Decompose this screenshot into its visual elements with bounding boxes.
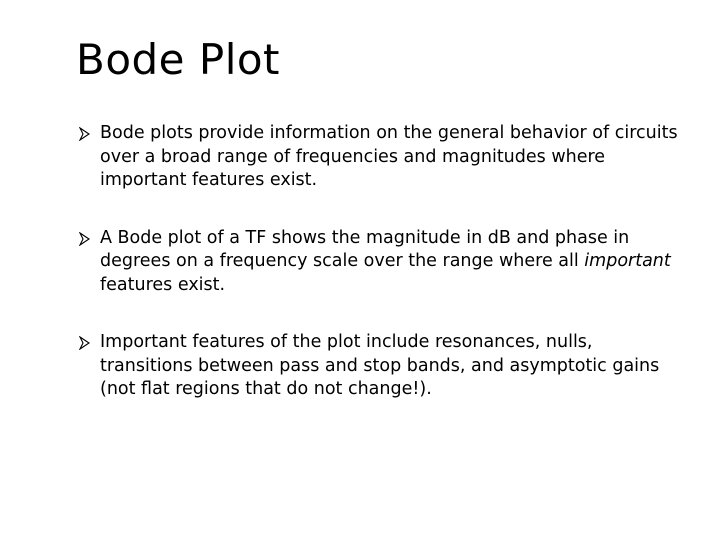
bullet-item-3 — [80, 331, 680, 402]
bullet-item-2 — [80, 227, 680, 298]
bullet-text-2-start: A Bode plot of a TF shows the magnitude in dB and phase in degrees on a frequency scale over the range where all — [100, 227, 630, 271]
bullet-list — [80, 122, 680, 436]
bullet-text-3: Important features of the plot include resonances, nulls, transitions between pass and stop bands, and asymptotic gains (not flat regions that do not change!). — [100, 332, 660, 399]
arrowhead-bullet-icon — [79, 336, 91, 350]
arrowhead-bullet-icon — [79, 232, 91, 246]
bullet-text-1: Bode plots provide information on the general behavior of circuits over a broad range of frequencies and magnitudes where important features exist. — [100, 123, 678, 190]
arrowhead-bullet-icon — [79, 127, 91, 141]
bullet-item-1 — [80, 122, 680, 193]
bullet-text-2 — [100, 228, 671, 295]
bullet-text-2-end: features exist. — [100, 274, 226, 295]
bullet-text-2-emphasis: important — [584, 251, 671, 271]
slide-title: Bode Plot — [76, 35, 281, 84]
